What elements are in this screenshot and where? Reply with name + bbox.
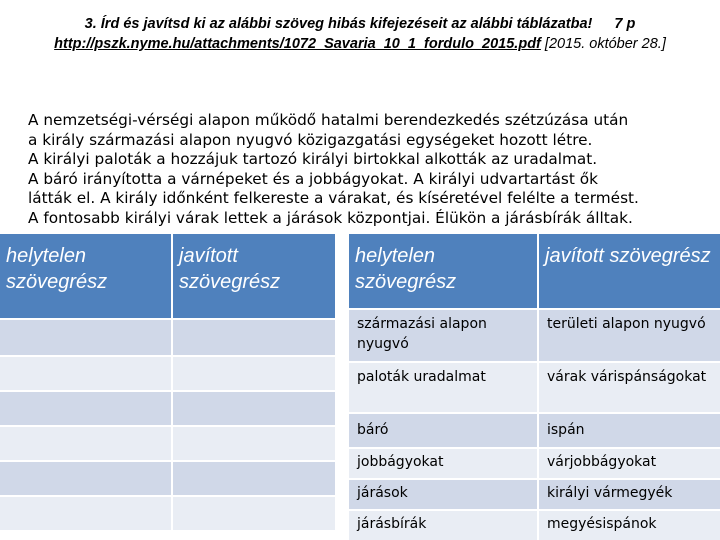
left-cell-incorrect[interactable] <box>0 427 171 460</box>
paragraph-line: A királyi paloták a hozzájuk tartozó királyi birtokkal alkották az uradalmat. <box>28 150 598 168</box>
left-cell-incorrect[interactable] <box>0 462 171 495</box>
left-cell-incorrect[interactable] <box>0 320 171 355</box>
left-cell-corrected[interactable] <box>173 462 335 495</box>
right-cell-corrected: területi alapon nyugvó <box>539 310 720 361</box>
left-cell-incorrect[interactable] <box>0 357 171 390</box>
source-paragraph <box>28 111 718 228</box>
right-cell-incorrect: járások <box>349 480 537 509</box>
source-link[interactable]: http://pszk.nyme.hu/attachments/1072_Savaria_10_1_fordulo_2015.pdf <box>54 36 541 52</box>
right-cell-incorrect: paloták uradalmat <box>349 363 537 412</box>
left-cell-corrected[interactable] <box>173 320 335 355</box>
paragraph-line: látták el. A király időnként felkereste a várakat, és kíséretével felélte a termést. <box>28 189 639 207</box>
left-cell-corrected[interactable] <box>173 497 335 530</box>
right-header-corrected: javított szövegrész <box>539 234 720 308</box>
paragraph-line: A báró irányította a várnépeket és a jobbágyokat. A királyi udvartartást ők <box>28 169 598 188</box>
right-cell-incorrect: jobbágyokat <box>349 449 537 478</box>
right-header-incorrect: helytelen szövegrész <box>349 234 537 308</box>
left-cell-corrected[interactable] <box>173 357 335 390</box>
source-date: [2015. október 28.] <box>544 36 666 52</box>
left-cell-corrected[interactable] <box>173 427 335 460</box>
right-cell-incorrect: származási alapon nyugvó <box>349 310 537 361</box>
right-cell-corrected: ispán <box>539 414 720 447</box>
right-cell-corrected: megyésispánok <box>539 511 720 540</box>
left-cell-incorrect[interactable] <box>0 497 171 530</box>
task-points: 7 p <box>614 16 636 32</box>
right-cell-corrected: várak várispánságokat <box>539 363 720 412</box>
right-cell-corrected: királyi vármegyék <box>539 480 720 509</box>
paragraph-line: A fontosabb királyi várak lettek a járások központjai. Élükön a járásbírák álltak. <box>28 208 633 227</box>
left-cell-corrected[interactable] <box>173 392 335 425</box>
left-header-corrected: javított szövegrész <box>173 234 335 318</box>
paragraph-line: A nemzetségi-vérségi alapon működő hatalmi berendezkedés szétzúzása után <box>28 111 629 129</box>
task-title: 3. Írd és javítsd ki az alábbi szöveg hibás kifejezéseit az alábbi táblázatba! <box>84 16 593 32</box>
right-cell-corrected: várjobbágyokat <box>539 449 720 478</box>
left-cell-incorrect[interactable] <box>0 392 171 425</box>
right-cell-incorrect: járásbírák <box>349 511 537 540</box>
task-header <box>0 14 720 54</box>
paragraph-line: a király származási alapon nyugvó közigazgatási egységeket hozott létre. <box>28 130 593 149</box>
right-cell-incorrect: báró <box>349 414 537 447</box>
left-header-incorrect: helytelen szövegrész <box>0 234 171 318</box>
